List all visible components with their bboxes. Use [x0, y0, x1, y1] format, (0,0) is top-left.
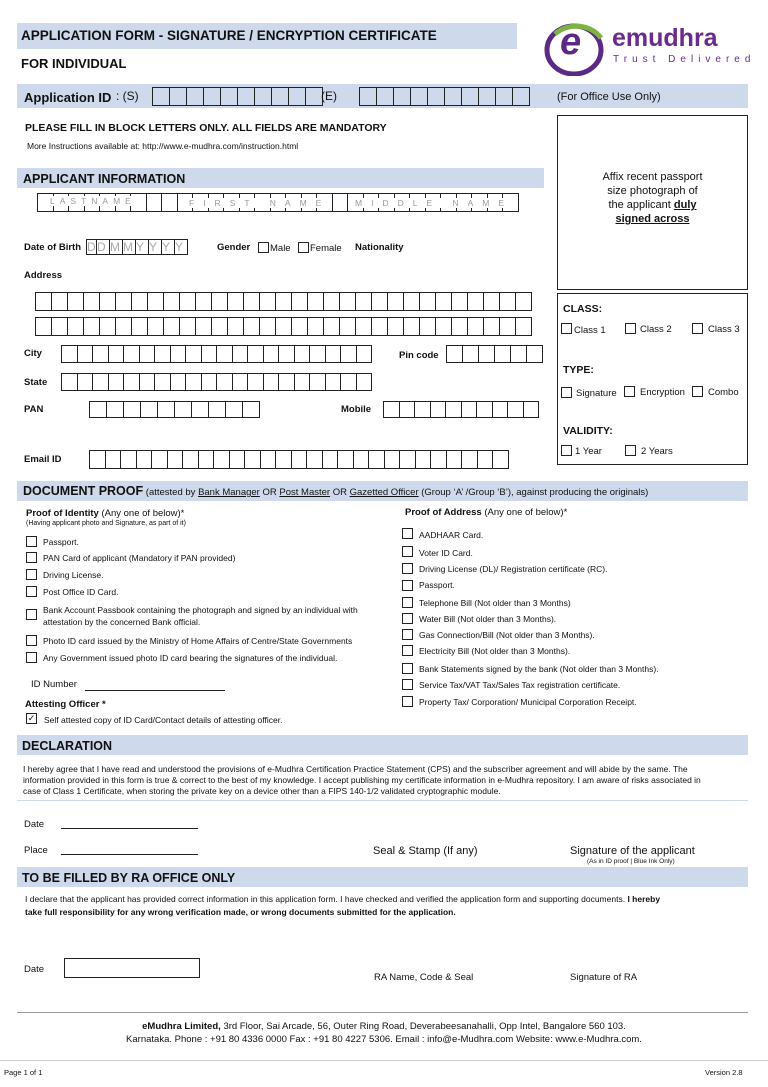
photo-line-3a: the applicant — [608, 199, 671, 211]
type-combo-checkbox[interactable] — [692, 386, 703, 397]
applicant-heading: APPLICANT INFORMATION — [23, 172, 186, 186]
identity-post-office-checkbox[interactable] — [26, 586, 37, 597]
declaration-date-field[interactable] — [61, 828, 198, 829]
pan-label: PAN — [24, 404, 44, 415]
gender-label: Gender — [217, 242, 251, 253]
pin-label: Pin code — [399, 350, 439, 361]
validity-2-years-label: 2 Years — [641, 446, 673, 457]
identity-item: Driving License. — [43, 570, 104, 580]
form-title: APPLICATION FORM - SIGNATURE / ENCRYPTION CERTIFICATE — [21, 28, 437, 43]
dob-cell: D — [96, 239, 110, 255]
identity-passport-checkbox[interactable] — [26, 536, 37, 547]
declaration-place-field[interactable] — [61, 854, 198, 855]
female-label: Female — [310, 243, 342, 254]
declaration-heading: DECLARATION — [22, 739, 113, 753]
type-heading: TYPE: — [563, 364, 594, 376]
type-combo-label: Combo — [708, 387, 739, 398]
id-number-field[interactable] — [85, 690, 225, 691]
pan-boxes[interactable] — [90, 401, 260, 418]
attesting-heading: Attesting Officer * — [25, 699, 106, 710]
mobile-label: Mobile — [341, 404, 372, 415]
address-water-checkbox[interactable] — [402, 613, 413, 624]
address-item: Service Tax/VAT Tax/Sales Tax registration certificate. — [419, 680, 621, 690]
address-item: Property Tax/ Corporation/ Municipal Corporation Receipt. — [419, 697, 637, 707]
ra-office-heading: TO BE FILLED BY RA OFFICE ONLY — [22, 871, 236, 885]
dob-label: Date of Birth — [24, 242, 81, 253]
dob-cell: D — [87, 240, 96, 254]
class-3-checkbox[interactable] — [692, 323, 703, 334]
dob-cell: Y — [148, 239, 162, 255]
app-id-s-boxes[interactable] — [153, 87, 323, 106]
photo-line-1: Affix recent passport — [602, 171, 703, 183]
footer-address-line-1 — [0, 1021, 768, 1032]
identity-heading-row — [26, 508, 184, 519]
proof-note-a: (attested by — [145, 487, 196, 498]
type-signature-label: Signature — [576, 388, 617, 399]
address-aadhaar-checkbox[interactable] — [402, 528, 413, 539]
declaration-divider — [17, 800, 748, 801]
proof-note-b: (Group ‘A’ /Group ‘B’), against producing the originals) — [421, 487, 649, 498]
address-line-2-boxes[interactable] — [36, 317, 532, 336]
class-1-checkbox[interactable] — [561, 323, 572, 334]
male-label: Male — [270, 243, 291, 254]
first-name-hint: FIRST NAME — [189, 198, 331, 208]
dob-cell: Y — [161, 239, 175, 255]
city-boxes[interactable] — [62, 345, 372, 363]
identity-driving-license-checkbox[interactable] — [26, 569, 37, 580]
city-label: City — [24, 348, 42, 359]
validity-heading: VALIDITY: — [563, 425, 613, 437]
address-item: Gas Connection/Bill (Not older than 3 Months). — [419, 630, 595, 640]
identity-govt-card-checkbox[interactable] — [26, 652, 37, 663]
declaration-text — [23, 764, 748, 797]
identity-sub: (Having applicant photo and Signature, as part of it) — [26, 520, 186, 527]
ra-date-label: Date — [24, 964, 45, 975]
address-item: Passport. — [419, 580, 455, 590]
dob-cell: Y — [174, 239, 188, 255]
address-telephone-checkbox[interactable] — [402, 597, 413, 608]
document-proof-heading-row — [23, 484, 648, 498]
proof-post-master: Post Master — [279, 487, 331, 498]
footer-page-divider — [0, 1060, 768, 1061]
address-electricity-checkbox[interactable] — [402, 645, 413, 656]
address-proof-note: (Any one of below)* — [484, 507, 568, 518]
identity-item: PAN Card of applicant (Mandatory if PAN provided) — [43, 553, 236, 563]
proof-bank-manager: Bank Manager — [198, 487, 260, 498]
app-id-e-label: (E) — [321, 89, 337, 103]
male-checkbox[interactable] — [258, 242, 269, 253]
class-heading: CLASS: — [563, 303, 603, 315]
address-line-1-boxes[interactable] — [36, 292, 532, 311]
identity-item: Post Office ID Card. — [43, 587, 119, 597]
address-service-tax-checkbox[interactable] — [402, 679, 413, 690]
class-2-checkbox[interactable] — [625, 323, 636, 334]
ra-office-line: take full responsibility for any wrong verification made, or wrong documents submitted for the application. — [25, 907, 456, 917]
footer-address-line-2: Karnataka. Phone : +91 80 4336 0000 Fax : +91 80 4227 5306. Email : info@e-Mudhra.com Website: www.e-Mudhra.com. — [126, 1034, 642, 1045]
logo-letter: e — [560, 21, 582, 63]
declaration-band — [17, 735, 748, 755]
address-item: Voter ID Card. — [419, 548, 473, 558]
email-label: Email ID — [24, 454, 62, 465]
type-encryption-label: Encryption — [640, 387, 685, 398]
email-boxes[interactable] — [90, 450, 509, 469]
identity-item: attestation by the concerned Bank official. — [43, 617, 201, 627]
more-instructions: More Instructions available at: http://www.e-mudhra.com/instruction.html — [27, 141, 299, 151]
seal-stamp-label: Seal & Stamp (If any) — [373, 845, 478, 857]
class-box — [557, 293, 748, 465]
emudhra-logo — [543, 20, 765, 76]
address-item: Electricity Bill (Not older than 3 Months). — [419, 646, 571, 656]
identity-passbook-checkbox[interactable] — [26, 609, 37, 620]
office-use-note: (For Office Use Only) — [557, 91, 661, 103]
applicant-signature-label: Signature of the applicant — [570, 845, 695, 857]
identity-note: (Any one of below)* — [101, 508, 185, 519]
address-bank-statement-checkbox[interactable] — [402, 663, 413, 674]
state-boxes[interactable] — [62, 373, 372, 391]
ra-name-label: RA Name, Code & Seal — [374, 972, 474, 983]
app-id-e-boxes[interactable] — [360, 87, 530, 106]
address-dl-checkbox[interactable] — [402, 563, 413, 574]
app-id-s-label: : (S) — [116, 89, 139, 103]
identity-item: Passport. — [43, 537, 79, 547]
address-voter-id-checkbox[interactable] — [402, 546, 413, 557]
id-number-label: ID Number — [31, 679, 77, 690]
version-label: Version 2.8 — [705, 1068, 743, 1077]
class-1-label: Class 1 — [574, 325, 606, 336]
photo-line-3b: duly — [673, 199, 697, 211]
attesting-checkbox[interactable]: ✓ — [27, 713, 36, 723]
class-2-label: Class 2 — [640, 324, 672, 335]
dob-cell: Y — [135, 239, 149, 255]
app-id-label: Application ID — [24, 90, 112, 105]
last-name-hint: LASTNAME — [50, 196, 136, 206]
address-item: AADHAAR Card. — [419, 530, 484, 540]
validity-2-years-checkbox[interactable] — [625, 445, 636, 456]
address-item: Driving License (DL)/ Registration certificate (RC). — [419, 564, 608, 574]
dob-boxes[interactable] — [87, 239, 188, 255]
address-label: Address — [24, 270, 63, 281]
identity-item: Any Government issued photo ID card bearing the signatures of the individual. — [43, 653, 338, 663]
type-encryption-checkbox[interactable] — [624, 386, 635, 397]
document-proof-heading: DOCUMENT PROOF — [23, 484, 144, 498]
identity-item: Photo ID card issued by the Ministry of Home Affairs of Centre/State Governments — [43, 636, 353, 646]
pin-boxes[interactable] — [447, 345, 543, 363]
mobile-boxes[interactable] — [384, 401, 539, 418]
identity-pan-checkbox[interactable] — [26, 552, 37, 563]
ra-office-text — [25, 893, 748, 919]
declaration-line: case of Class 1 Certificate, when storing the private key on a device other than a FIPS 140-1/2 validated cryptographic module. — [23, 786, 501, 796]
ra-office-line-bold: I hereby — [627, 894, 661, 904]
block-letters-instruction: PLEASE FILL IN BLOCK LETTERS ONLY. ALL FIELDS ARE MANDATORY — [25, 122, 387, 134]
declaration-date-label: Date — [24, 819, 45, 830]
validity-1-year-label: 1 Year — [575, 446, 602, 457]
state-label: State — [24, 377, 48, 388]
photo-line-3 — [557, 199, 748, 211]
page-number: Page 1 of 1 — [4, 1068, 43, 1077]
proof-or-1: OR — [262, 487, 277, 498]
declaration-line: information provided in this form is true & correct to the best of my knowledge. I accept publishing my certificate information in e-Mudhra repository. I am aware of risks associated in — [23, 775, 701, 785]
proof-or-2: OR — [332, 487, 347, 498]
logo-tagline: Trust Delivered — [613, 54, 756, 65]
declaration-line: I hereby agree that I have read and understood the provisions of e-Mudhra Certification Practice Statement (CPS) and the subscriber agreement and will abide by the same. The — [23, 764, 688, 774]
address-item: Bank Statements signed by the bank (Not older than 3 Months). — [419, 664, 659, 674]
address-item: Telephone Bill (Not older than 3 Months) — [419, 598, 571, 608]
footer-divider — [17, 1012, 748, 1013]
ra-signature-label: Signature of RA — [570, 972, 638, 983]
nationality-label: Nationality — [355, 242, 404, 253]
logo-name: emudhra — [612, 24, 718, 52]
dob-cell: M — [109, 239, 123, 255]
type-signature-checkbox[interactable] — [561, 387, 572, 398]
ra-office-line: I declare that the applicant has provided correct information in this application form. I have checked and verified the application form and supporting documents. — [25, 894, 626, 904]
declaration-place-label: Place — [24, 845, 48, 856]
ra-date-box[interactable] — [64, 958, 200, 978]
identity-heading: Proof of Identity — [26, 508, 99, 519]
address-passport-checkbox[interactable] — [402, 580, 413, 591]
class-3-label: Class 3 — [708, 324, 740, 335]
form-subtitle: FOR INDIVIDUAL — [21, 56, 127, 71]
address-proof-heading: Proof of Address — [405, 507, 482, 518]
female-checkbox[interactable] — [298, 242, 309, 253]
footer-address-1: 3rd Floor, Sai Arcade, 56, Outer Ring Road, Deverabeesanahalli, Opp Intel, Bangalore 560 103. — [223, 1021, 626, 1032]
validity-1-year-checkbox[interactable] — [561, 445, 572, 456]
middle-name-hint: MIDDLE NAME — [355, 198, 514, 208]
address-gas-checkbox[interactable] — [402, 629, 413, 640]
identity-mha-card-checkbox[interactable] — [26, 635, 37, 646]
applicant-signature-note: (As in ID proof | Blue Ink Only) — [587, 858, 675, 865]
proof-gazetted: Gazetted Officer — [349, 487, 419, 498]
address-item: Water Bill (Not older than 3 Months). — [419, 614, 557, 624]
identity-item: Bank Account Passbook containing the photograph and signed by an individual with — [43, 605, 358, 615]
address-proof-heading-row — [405, 507, 567, 518]
photo-line-4: signed across — [615, 213, 690, 225]
dob-cell: M — [122, 239, 136, 255]
attesting-item: Self attested copy of ID Card/Contact details of attesting officer. — [44, 715, 283, 725]
photo-line-2: size photograph of — [607, 185, 698, 197]
footer-company: eMudhra Limited, — [142, 1021, 221, 1032]
address-property-tax-checkbox[interactable] — [402, 696, 413, 707]
